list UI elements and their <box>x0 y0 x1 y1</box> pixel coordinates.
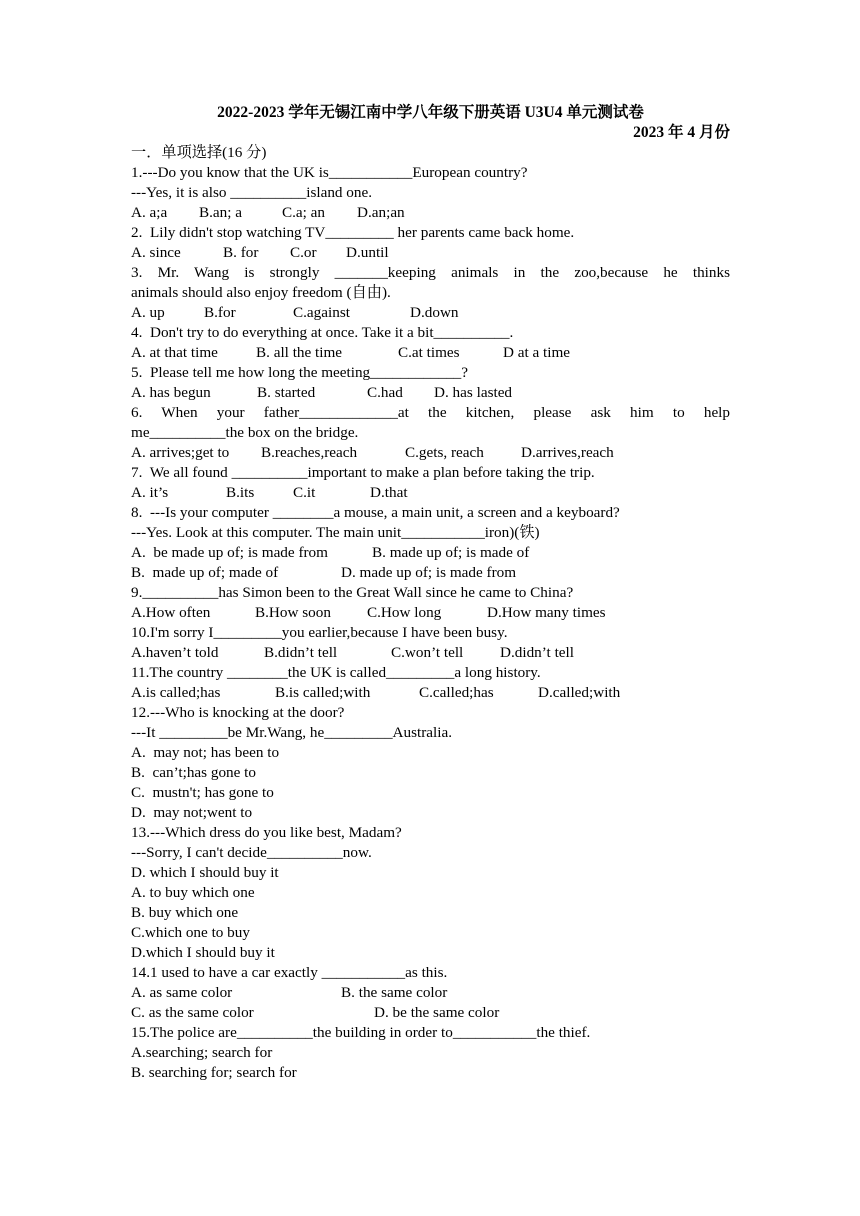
question-11: 11.The country ________the UK is called_________a long history. <box>131 664 541 681</box>
option-b: B.for <box>204 304 236 321</box>
option-c: C.gets, reach <box>405 444 484 461</box>
option-d: D. made up of; is made from <box>341 564 517 581</box>
question-12-line-2: ---It _________be Mr.Wang, he_________Australia. <box>131 724 453 741</box>
option-c: C.against <box>293 304 350 321</box>
question-4: 4. Don't try to do everything at once. Take it a bit__________. <box>131 324 514 341</box>
option-c: C. as the same color <box>131 1004 254 1021</box>
option-a: A. may not; has been to <box>131 744 280 761</box>
question-9: 9.__________has Simon been to the Great Wall since he came to China? <box>131 584 574 601</box>
question-8: 8. ---Is your computer ________a mouse, a main unit, a screen and a keyboard? <box>131 504 620 521</box>
option-b: B.its <box>226 484 255 501</box>
option-a: A.haven’t told <box>131 644 219 661</box>
option-b: B. made up of; is made of <box>372 544 530 561</box>
option-d: D.down <box>410 304 459 321</box>
option-a: A.How often <box>131 604 211 621</box>
option-b: B. buy which one <box>131 904 239 921</box>
option-b: B. all the time <box>256 344 343 361</box>
option-a: A.is called;has <box>131 684 221 701</box>
option-d: D.an;an <box>357 204 405 221</box>
option-a: A. as same color <box>131 984 233 1001</box>
option-c: C.had <box>367 384 403 401</box>
option-c: C.or <box>290 244 317 261</box>
question-9-options <box>131 603 730 623</box>
option-c: C. mustn't; has gone to <box>131 784 274 801</box>
option-d-extra: D. which I should buy it <box>131 864 279 881</box>
option-a: A. has begun <box>131 384 211 401</box>
option-d: D at a time <box>503 344 571 361</box>
exam-date: 2023 年 4 月份 <box>633 124 730 141</box>
exam-page <box>131 103 730 1083</box>
option-b: B.is called;with <box>275 684 371 701</box>
option-d: D.didn’t tell <box>500 644 574 661</box>
option-c: C.called;has <box>419 684 494 701</box>
question-1-options <box>131 203 730 223</box>
option-a: A.searching; search for <box>131 1044 273 1061</box>
option-b: B.How soon <box>255 604 331 621</box>
option-a: A. at that time <box>131 344 218 361</box>
question-8-options-row-1 <box>131 543 730 563</box>
option-d: D.How many times <box>487 604 606 621</box>
question-8-line-2: ---Yes. Look at this computer. The main unit___________iron)(铁) <box>131 524 540 541</box>
option-d: D. may not;went to <box>131 804 253 821</box>
option-b-alt: B. made up of; made of <box>131 564 279 581</box>
option-b: B.didn’t tell <box>264 644 338 661</box>
question-5-options <box>131 383 730 403</box>
option-a: A. a;a <box>131 204 168 221</box>
option-a: A. arrives;get to <box>131 444 230 461</box>
option-c: C.at times <box>398 344 460 361</box>
question-2: 2. Lily didn't stop watching TV_________ her parents came back home. <box>131 224 575 241</box>
option-c: C.it <box>293 484 316 501</box>
option-a: A. to buy which one <box>131 884 255 901</box>
option-d: D. be the same color <box>374 1004 500 1021</box>
option-d: D.which I should buy it <box>131 944 275 961</box>
question-3-line-2: animals should also enjoy freedom (自由). <box>131 284 391 301</box>
question-5: 5. Please tell me how long the meeting____________? <box>131 364 469 381</box>
option-d: D. has lasted <box>434 384 513 401</box>
question-10-options <box>131 643 730 663</box>
option-a: A. up <box>131 304 165 321</box>
question-10: 10.I'm sorry I_________you earlier,because I have been busy. <box>131 624 508 641</box>
option-a: A. be made up of; is made from <box>131 544 328 561</box>
question-1-line-2: ---Yes, it is also __________island one. <box>131 184 373 201</box>
option-a: A. since <box>131 244 181 261</box>
option-a: A. it’s <box>131 484 169 501</box>
option-c: C.won’t tell <box>391 644 464 661</box>
option-b: B. started <box>257 384 316 401</box>
question-15: 15.The police are__________the building in order to___________the thief. <box>131 1024 591 1041</box>
question-6: 6. When your father_____________at the kitchen, please ask him to help <box>131 404 730 421</box>
option-d: D.arrives,reach <box>521 444 614 461</box>
option-b: B. searching for; search for <box>131 1064 297 1081</box>
option-b: B. the same color <box>341 984 448 1001</box>
question-14-options-row-2 <box>131 1003 730 1023</box>
option-d: D.that <box>370 484 408 501</box>
question-13-line-2: ---Sorry, I can't decide__________now. <box>131 844 372 861</box>
question-8-options-row-2 <box>131 563 730 583</box>
option-d: D.called;with <box>538 684 621 701</box>
question-11-options <box>131 683 730 703</box>
question-14: 14.1 used to have a car exactly ___________as this. <box>131 964 448 981</box>
option-d: D.until <box>346 244 389 261</box>
question-4-options <box>131 343 730 363</box>
option-c: C.How long <box>367 604 442 621</box>
question-7-options <box>131 483 730 503</box>
section-heading: 一．单项选择(16 分) <box>131 144 267 161</box>
question-6-line-2: me__________the box on the bridge. <box>131 424 359 441</box>
page-title: 2022-2023 学年无锡江南中学八年级下册英语 U3U4 单元测试卷 <box>217 104 644 121</box>
option-b: B.an; a <box>199 204 243 221</box>
question-1: 1.---Do you know that the UK is___________European country? <box>131 164 528 181</box>
question-13: 13.---Which dress do you like best, Madam? <box>131 824 402 841</box>
option-b: B.reaches,reach <box>261 444 358 461</box>
question-6-options <box>131 443 730 463</box>
option-c: C.which one to buy <box>131 924 250 941</box>
question-3-options <box>131 303 730 323</box>
option-b: B. for <box>223 244 259 261</box>
question-7: 7. We all found __________important to make a plan before taking the trip. <box>131 464 595 481</box>
option-b: B. can’t;has gone to <box>131 764 256 781</box>
question-2-options <box>131 243 730 263</box>
question-12: 12.---Who is knocking at the door? <box>131 704 345 721</box>
option-c: C.a; an <box>282 204 326 221</box>
question-3: 3. Mr. Wang is strongly _______keeping animals in the zoo,because he thinks <box>131 264 730 281</box>
question-14-options-row-1 <box>131 983 730 1003</box>
